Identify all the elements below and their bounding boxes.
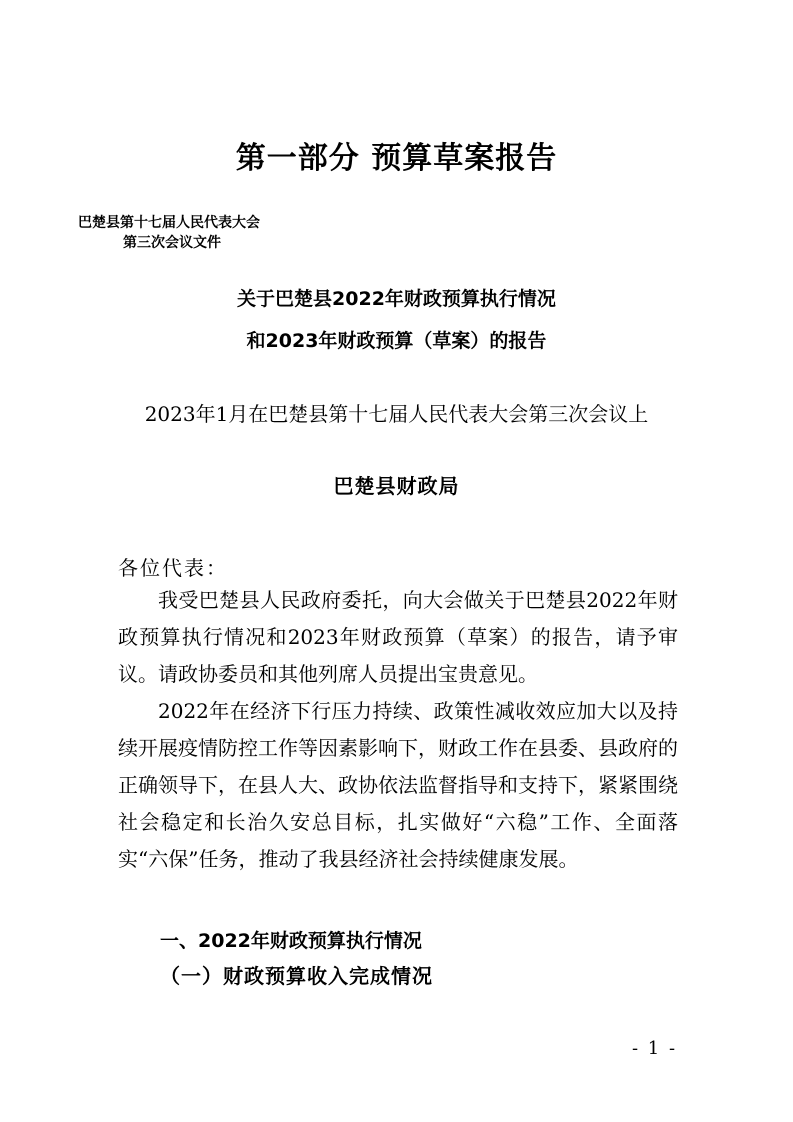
body-paragraph-1: 我受巴楚县人民政府委托，向大会做关于巴楚县2022年财政预算执行情况和2023年财政预算（草案）的报告，请予审议。请政协委员和其他列席人员提出宝贵意见。: [118, 588, 678, 686]
report-title-line2: 和2023年财政预算（草案）的报告: [246, 330, 547, 352]
issuer: 巴楚县财政局: [333, 474, 460, 498]
section-heading-1: 一、2022年财政预算执行情况: [160, 930, 422, 952]
subsection-heading-1: （一）财政预算收入完成情况: [160, 964, 433, 988]
body-paragraph-2: 2022年在经济下行压力持续、政策性减收效应加大以及持续开展疫情防控工作等因素影响下，财政工作在县委、县政府的正确领导下，在县人大、政协依法监督指导和支持下，紧紧围绕社会稳定和长治久安总目标，扎实做好“六稳”工作、全面落实“六保”任务，推动了我县经济社会持续健康发展。: [118, 699, 678, 871]
salutation: 各位代表：: [118, 556, 228, 580]
meeting-doc-label-line2: 第三次会议文件: [123, 235, 221, 251]
report-occasion: 2023年1月在巴楚县第十七届人民代表大会第三次会议上: [144, 402, 649, 426]
meeting-doc-label-line1: 巴楚县第十七届人民代表大会: [78, 215, 260, 231]
page-number: - 1 -: [632, 1038, 678, 1059]
part-title: 第一部分 预算草案报告: [235, 141, 558, 176]
report-title-line1: 关于巴楚县2022年财政预算执行情况: [237, 288, 556, 310]
